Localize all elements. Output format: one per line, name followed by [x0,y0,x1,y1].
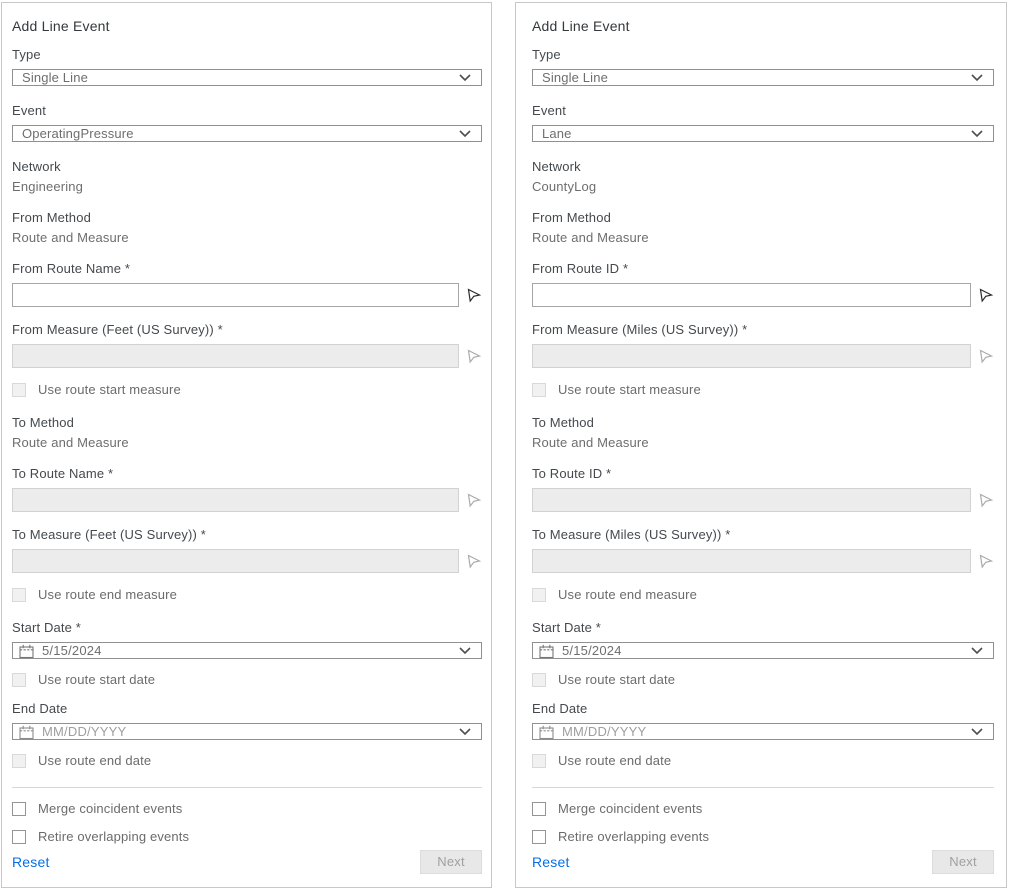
to-method-value: Route and Measure [532,435,649,450]
use-route-end-date-checkbox [12,753,482,768]
divider [12,787,482,788]
panel-title: Add Line Event [12,18,110,34]
checkbox-label: Use route end date [558,753,672,768]
chevron-down-icon [971,728,983,736]
end-date-select[interactable] [532,723,994,740]
event-select-value: OperatingPressure [22,126,134,141]
checkbox-box[interactable] [12,802,26,816]
checkbox-label: Use route end measure [38,587,178,602]
route-picker-icon [467,493,482,508]
from-route-label: From Route ID * [532,261,629,276]
to-measure-label: To Measure (Feet (US Survey)) * [12,527,206,542]
to-route-label: To Route ID * [532,466,612,481]
start-date-select[interactable] [532,642,994,659]
use-route-end-measure-checkbox [532,587,994,602]
checkbox-box [532,754,546,768]
checkbox-label: Retire overlapping events [38,829,190,844]
type-label: Type [532,47,561,62]
checkbox-box [532,673,546,687]
panel-title: Add Line Event [532,18,630,34]
reset-link[interactable]: Reset [532,854,570,870]
checkbox-label: Retire overlapping events [558,829,710,844]
calendar-icon [19,644,34,658]
event-select-value: Lane [542,126,572,141]
checkbox-label: Use route start measure [38,382,181,397]
from-measure-label: From Measure (Miles (US Survey)) * [532,322,748,337]
to-method-value: Route and Measure [12,435,129,450]
to-measure-input [532,549,971,573]
event-label: Event [12,103,46,118]
checkbox-label: Use route start measure [558,382,701,397]
type-select[interactable] [12,69,482,86]
use-route-start-measure-checkbox [532,382,994,397]
calendar-icon [539,644,554,658]
start-date-select[interactable] [12,642,482,659]
from-route-input[interactable] [532,283,971,307]
network-value: Engineering [12,179,84,194]
use-route-end-date-checkbox [532,753,994,768]
checkbox-box [532,383,546,397]
merge-coincident-events-checkbox[interactable] [532,801,994,816]
calendar-icon [539,725,554,739]
type-select-value: Single Line [22,70,88,85]
checkbox-label: Merge coincident events [38,801,183,816]
network-label: Network [532,159,581,174]
start-date-label: Start Date * [12,620,81,635]
network-label: Network [12,159,61,174]
to-route-input [12,488,459,512]
to-route-input [532,488,971,512]
chevron-down-icon [971,130,983,138]
add-line-event-panel-right [515,2,1007,888]
checkbox-box[interactable] [12,830,26,844]
to-measure-label: To Measure (Miles (US Survey)) * [532,527,731,542]
end-date-placeholder: MM/DD/YYYY [42,724,127,739]
chevron-down-icon [971,74,983,82]
retire-overlapping-events-checkbox[interactable] [532,829,994,844]
route-picker-icon[interactable] [467,288,482,303]
type-select[interactable] [532,69,994,86]
network-value: CountyLog [532,179,597,194]
next-button[interactable]: Next [420,850,482,874]
checkbox-label: Use route start date [38,672,156,687]
from-measure-input [12,344,459,368]
chevron-down-icon [971,647,983,655]
next-button[interactable]: Next [932,850,994,874]
calendar-icon [19,725,34,739]
to-method-label: To Method [532,415,595,430]
to-method-label: To Method [12,415,75,430]
event-select[interactable] [12,125,482,142]
measure-picker-icon [467,554,482,569]
event-label: Event [532,103,566,118]
chevron-down-icon [459,130,471,138]
chevron-down-icon [459,728,471,736]
start-date-value: 5/15/2024 [562,643,622,658]
type-select-value: Single Line [542,70,608,85]
from-route-input[interactable] [12,283,459,307]
checkbox-box [12,673,26,687]
end-date-placeholder: MM/DD/YYYY [562,724,647,739]
start-date-label: Start Date * [532,620,601,635]
from-measure-input [532,344,971,368]
checkbox-label: Use route end date [38,753,152,768]
reset-link[interactable]: Reset [12,854,50,870]
route-picker-icon[interactable] [979,288,994,303]
end-date-label: End Date [532,701,588,716]
measure-picker-icon [467,349,482,364]
use-route-start-date-checkbox [12,672,482,687]
retire-overlapping-events-checkbox[interactable] [12,829,482,844]
use-route-start-date-checkbox [532,672,994,687]
from-method-value: Route and Measure [12,230,129,245]
type-label: Type [12,47,41,62]
chevron-down-icon [459,74,471,82]
from-method-value: Route and Measure [532,230,649,245]
end-date-select[interactable] [12,723,482,740]
from-method-label: From Method [532,210,611,225]
checkbox-box [12,383,26,397]
checkbox-label: Merge coincident events [558,801,703,816]
checkbox-box[interactable] [532,830,546,844]
add-line-event-panel-left [1,2,492,888]
route-picker-icon [979,493,994,508]
checkbox-box [12,588,26,602]
divider [532,787,994,788]
event-select[interactable] [532,125,994,142]
start-date-value: 5/15/2024 [42,643,102,658]
from-measure-label: From Measure (Feet (US Survey)) * [12,322,223,337]
measure-picker-icon [979,349,994,364]
use-route-start-measure-checkbox [12,382,482,397]
checkbox-box [12,754,26,768]
to-route-label: To Route Name * [12,466,114,481]
from-route-label: From Route Name * [12,261,131,276]
end-date-label: End Date [12,701,68,716]
checkbox-box [532,588,546,602]
checkbox-label: Use route end measure [558,587,698,602]
use-route-end-measure-checkbox [12,587,482,602]
measure-picker-icon [979,554,994,569]
chevron-down-icon [459,647,471,655]
to-measure-input [12,549,459,573]
checkbox-box[interactable] [532,802,546,816]
from-method-label: From Method [12,210,91,225]
merge-coincident-events-checkbox[interactable] [12,801,482,816]
checkbox-label: Use route start date [558,672,676,687]
